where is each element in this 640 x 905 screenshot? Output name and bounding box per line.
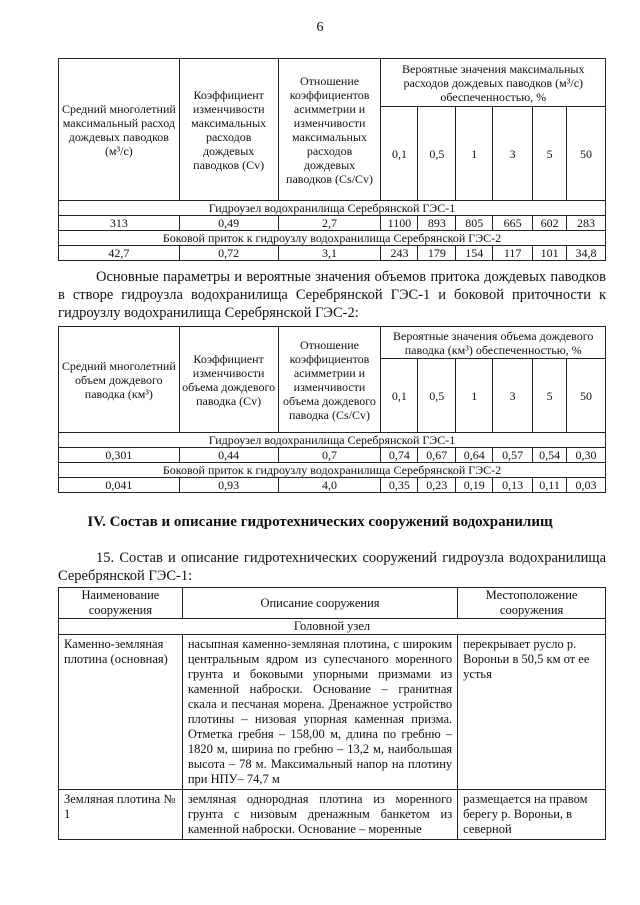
header-mean: Средний многолетний объем дождевого паводка (км³) — [59, 327, 180, 433]
cell: 0,11 — [533, 478, 567, 493]
prob-col: 0,1 — [381, 107, 418, 201]
cell: 313 — [59, 216, 180, 231]
cell: 179 — [418, 246, 456, 261]
prob-col: 0,1 — [381, 359, 418, 433]
section-row: Боковой приток к гидроузлу водохранилища Серебрянской ГЭС-2 — [59, 231, 606, 246]
section-row: Гидроузел водохранилища Серебрянской ГЭС-1 — [59, 433, 606, 448]
prob-col: 1 — [456, 107, 493, 201]
table-row — [59, 478, 606, 493]
cell: 0,44 — [179, 448, 278, 463]
section-row: Гидроузел водохранилища Серебрянской ГЭС-1 — [59, 201, 606, 216]
header-cv: Коэффициент изменчивости максимальных расходов дождевых паводков (Cv) — [179, 59, 278, 201]
page-number: 6 — [316, 20, 324, 35]
header-description: Описание сооружения — [182, 588, 457, 619]
structure-description: земляная однородная плотина из моренного грунта с низовым дренажным банкетом из каменной наброски. Основание – моренные — [182, 790, 457, 840]
section-heading: IV. Состав и описание гидротехнических сооружений водохранилищ — [87, 514, 553, 530]
prob-col: 3 — [493, 359, 533, 433]
section-row: Боковой приток к гидроузлу водохранилища Серебрянской ГЭС-2 — [59, 463, 606, 478]
cell: 4,0 — [278, 478, 381, 493]
section-row: Головной узел — [59, 619, 606, 635]
flood-discharge-table — [58, 58, 606, 261]
structures-table — [58, 587, 606, 840]
cell: 0,57 — [493, 448, 533, 463]
cell: 154 — [456, 246, 493, 261]
cell: 0,72 — [179, 246, 278, 261]
cell: 0,74 — [381, 448, 418, 463]
flood-volume-table — [58, 326, 606, 493]
cell: 893 — [418, 216, 456, 231]
cell: 602 — [533, 216, 567, 231]
structure-name: Каменно-земляная плотина (основная) — [59, 635, 183, 790]
structure-location: перекрывает русло р. Вороньи в 50,5 км от ее устья — [458, 635, 606, 790]
cell: 42,7 — [59, 246, 180, 261]
clause-paragraph: 15. Состав и описание гидротехнических сооружений гидроузла водохранилища Серебрянской ГЭС-1: — [58, 550, 606, 584]
table-row — [59, 448, 606, 463]
cell: 805 — [456, 216, 493, 231]
cell: 0,301 — [59, 448, 180, 463]
table-row — [59, 790, 606, 840]
cell: 101 — [533, 246, 567, 261]
cell: 0,54 — [533, 448, 567, 463]
cell: 117 — [493, 246, 533, 261]
cell: 0,67 — [418, 448, 456, 463]
structure-name: Земляная плотина № 1 — [59, 790, 183, 840]
cell: 34,8 — [567, 246, 606, 261]
cell: 0,7 — [278, 448, 381, 463]
cell: 1100 — [381, 216, 418, 231]
cell: 0,64 — [456, 448, 493, 463]
cell: 0,041 — [59, 478, 180, 493]
cell: 0,49 — [179, 216, 278, 231]
cell: 283 — [567, 216, 606, 231]
header-mean: Средний многолетний максимальный расход дождевых паводков (м³/с) — [59, 59, 180, 201]
cell: 0,93 — [179, 478, 278, 493]
cell: 0,30 — [567, 448, 606, 463]
table-row — [59, 216, 606, 231]
header-ratio: Отношение коэффициентов асимметрии и изменчивости объема дождевого паводка (Cs/Cv) — [278, 327, 381, 433]
table-row — [59, 246, 606, 261]
prob-col: 3 — [493, 107, 533, 201]
header-probability: Вероятные значения максимальных расходов дождевых паводков (м³/с) обеспеченностью, % — [381, 59, 606, 107]
header-name: Наименование сооружения — [59, 588, 183, 619]
cell: 243 — [381, 246, 418, 261]
cell: 0,03 — [567, 478, 606, 493]
cell: 0,19 — [456, 478, 493, 493]
prob-col: 0,5 — [418, 107, 456, 201]
cell: 665 — [493, 216, 533, 231]
prob-col: 50 — [567, 107, 606, 201]
prob-col: 0,5 — [418, 359, 456, 433]
structure-location: размещается на правом берегу р. Вороньи, в северной — [458, 790, 606, 840]
cell: 3,1 — [278, 246, 381, 261]
cell: 0,35 — [381, 478, 418, 493]
table-row — [59, 635, 606, 790]
header-ratio: Отношение коэффициентов асимметрии и изменчивости максимальных расходов дождевых паводков (Cs/Cv) — [278, 59, 381, 201]
structure-description: насыпная каменно-земляная плотина, с широким центральным ядром из супесчаного моренного грунта и боковыми упорными призмами из каменной наброски. Основание – гранитная скала и песчаная морена. Дренажное устройство плотины – низовая упорная каменная призма. Отметка гребня – 158,00 м, длина по гребню – 1820 м, ширина по гребню – 13,2 м, наибольшая высота – 78 м. Максимальный напор на плотину при НПУ– 74,7 м — [182, 635, 457, 790]
prob-col: 5 — [533, 107, 567, 201]
header-probability: Вероятные значения объема дождевого паводка (км³) обеспеченностью, % — [381, 327, 606, 359]
cell: 0,23 — [418, 478, 456, 493]
cell: 0,13 — [493, 478, 533, 493]
header-cv: Коэффициент изменчивости объема дождевого паводка (Cv) — [179, 327, 278, 433]
cell: 2,7 — [278, 216, 381, 231]
intro-paragraph: Основные параметры и вероятные значения объемов притока дождевых паводков в створе гидроузла водохранилища Серебрянской ГЭС-1 и боковой приточности к гидроузлу водохранилища Серебрянской ГЭС-2: — [58, 269, 606, 321]
header-location: Местоположение сооружения — [458, 588, 606, 619]
prob-col: 50 — [567, 359, 606, 433]
prob-col: 1 — [456, 359, 493, 433]
prob-col: 5 — [533, 359, 567, 433]
